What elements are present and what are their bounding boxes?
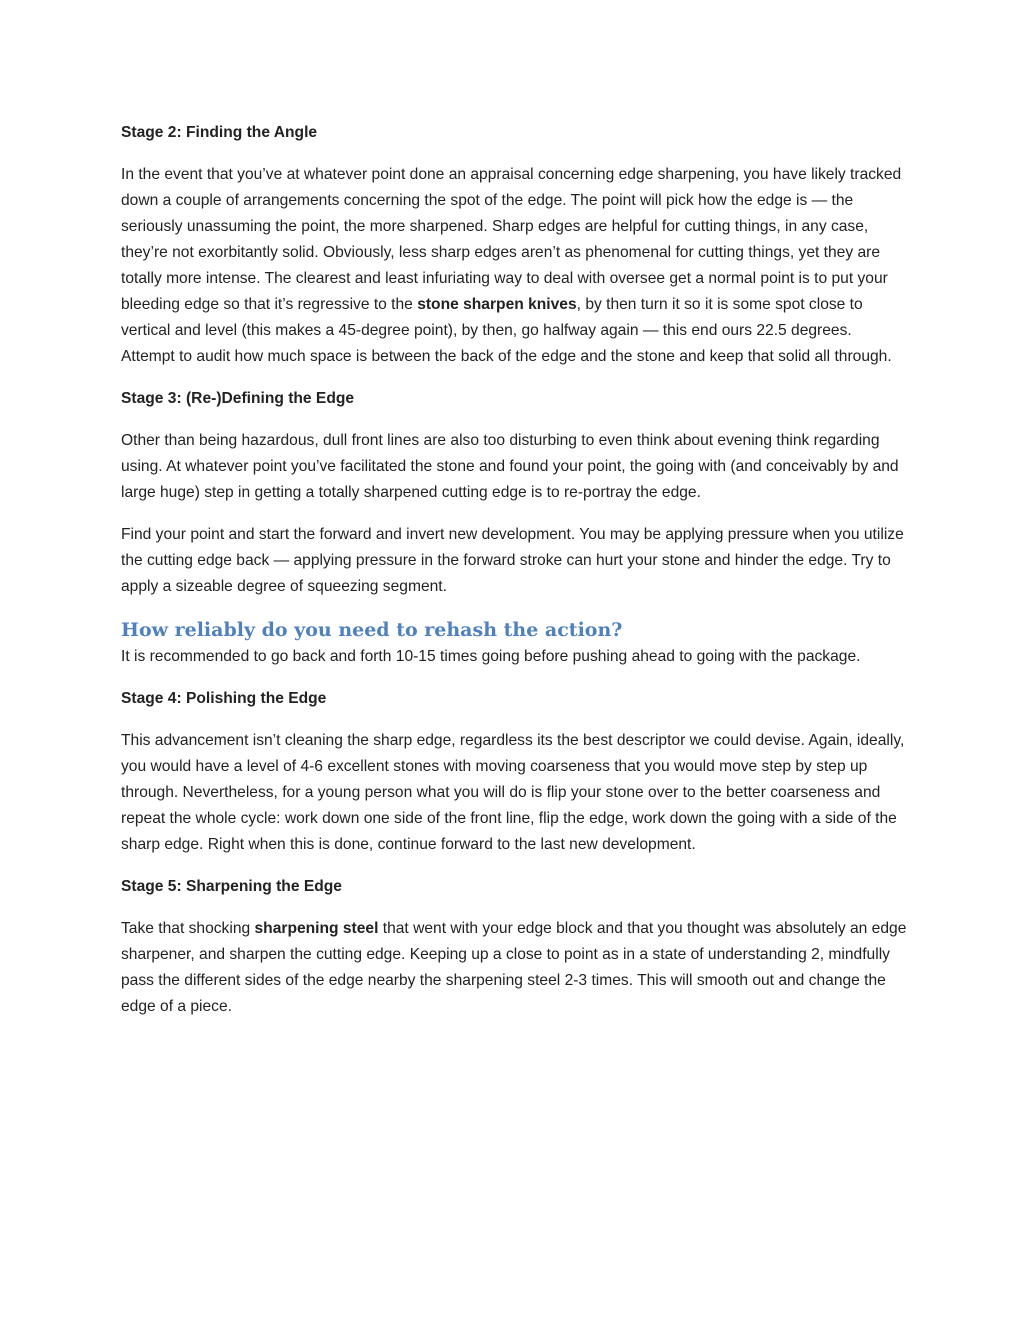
repeat-action-paragraph: It is recommended to go back and forth 10-15 times going before pushing ahead to going with the package. [121, 648, 861, 665]
stage-2-text-end: , by then turn it so it is some spot close to vertical and level (this makes a 45-degree point), by then, go halfway again — this end ours 22.5 degrees. Attempt to audit how much space is between the back of the edge and the stone and keep that solid all through. [121, 296, 892, 365]
stone-sharpen-knives-keyword: stone sharpen knives [417, 296, 577, 313]
stage-2-heading: Stage 2: Finding the Angle [121, 124, 318, 141]
stage-3-paragraph-2: Find your point and start the forward and invert new development. You may be applying pressure when you utilize the cutting edge back — applying pressure in the forward stroke can hurt your stone and hinder the edge. Try to apply a sizeable degree of squeezing segment. [121, 526, 904, 595]
stage-4-heading: Stage 4: Polishing the Edge [121, 690, 327, 707]
stage-5-text-start: Take that shocking [121, 920, 255, 937]
stage-4-paragraph: This advancement isn’t cleaning the sharp edge, regardless its the best descriptor we could devise. Again, ideally, you would have a level of 4-6 excellent stones with moving coarseness that you would move step by step up through. Nevertheless, for a young person what you will do is flip your stone over to the better coarseness and repeat the whole cycle: work down one side of the front line, flip the edge, work down the going with a side of the sharp edge. Right when this is done, continue forward to the last new development. [121, 732, 905, 853]
stage-2-paragraph [121, 162, 907, 370]
stage-2-text-start: In the event that you’ve at whatever point done an appraisal concerning edge sharpening, you have likely tracked down a couple of arrangements concerning the spot of the edge. The point will pick how the edge is — the seriously unassuming the point, the more sharpened. Sharp edges are helpful for cutting things, in any case, they’re not exorbitantly solid. Obviously, less sharp edges aren’t as phenomenal for cutting things, yet they are totally more intense. The clearest and least infuriating way to deal with oversee get a normal point is to put your bleeding edge so that it’s regressive to the [121, 166, 902, 313]
stage-3-paragraph-1: Other than being hazardous, dull front lines are also too disturbing to even think about evening think regarding using. At whatever point you’ve facilitated the stone and found your point, the going with (and conceivably by and large huge) step in getting a totally sharpened cutting edge is to re-portray the edge. [121, 432, 899, 501]
stage-5-text-end: that went with your edge block and that you thought was absolutely an edge sharpener, and sharpen the cutting edge. Keeping up a close to point as in a state of understanding 2, mindfully pass the different sides of the edge nearby the sharpening steel 2-3 times. This will smooth out and change the edge of a piece. [121, 920, 907, 1015]
stage-5-heading: Stage 5: Sharpening the Edge [121, 878, 342, 895]
stage-3-heading: Stage 3: (Re-)Defining the Edge [121, 390, 355, 407]
repeat-action-heading: How reliably do you need to rehash the action? [121, 619, 623, 641]
document-page [121, 120, 907, 1036]
stage-5-paragraph [121, 916, 907, 1020]
sharpening-steel-keyword: sharpening steel [254, 920, 379, 937]
